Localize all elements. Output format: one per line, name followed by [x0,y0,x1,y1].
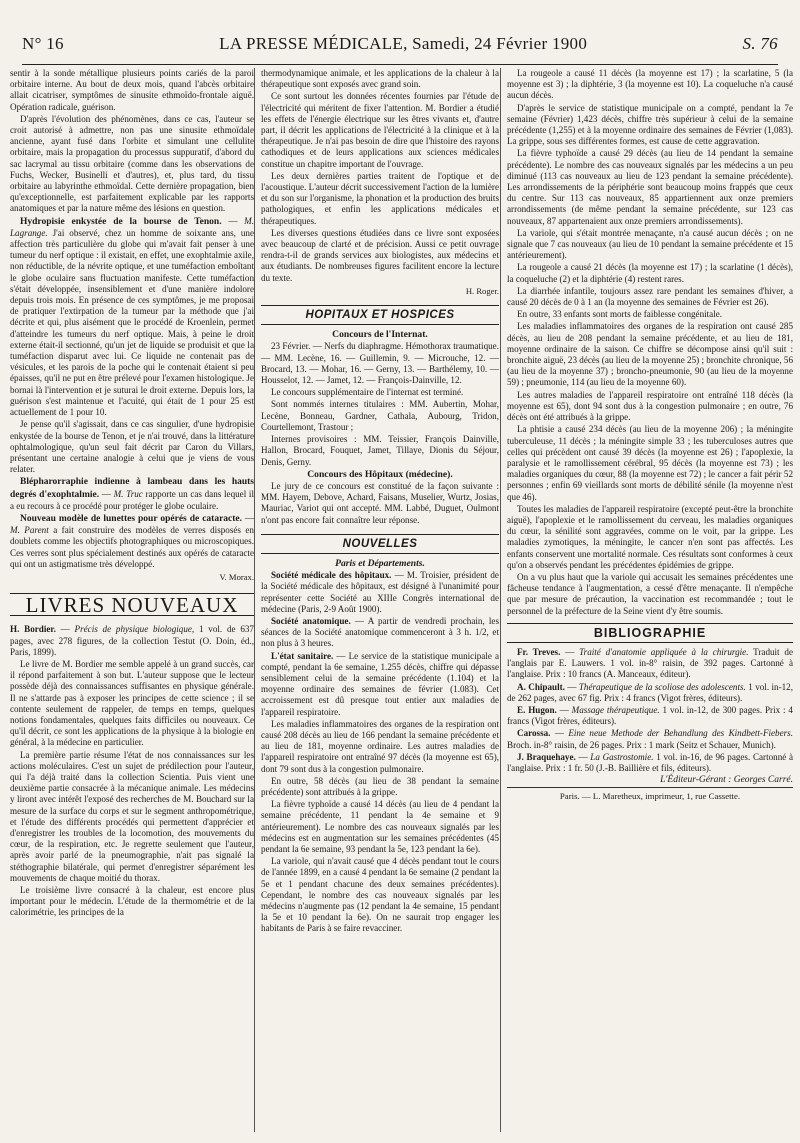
paragraph: 23 Février. — Nerfs du diaphragme. Hémothorax traumatique. — MM. Lecène, 16. — Guillemin, 9. — Microuche, 12. — Brocard, 13. — Mohar, 16. — Gerny, 13. — Barthélemy, 10. — Housselot, 12. — Jamet, 12. — François-Dainville, 12. [261,341,499,386]
paragraph: La diarrhée infantile, toujours assez rare pendant les semaines d'hiver, a causé 20 décès de 0 à 1 an (la moyenne des semaines de Février est 26). [507,285,793,308]
paragraph: En outre, 33 enfants sont morts de faiblesse congénitale. [517,309,723,320]
bib-title: Massage thérapeutique. [571,704,660,715]
paragraph: Le concours supplémentaire de l'internat est terminé. [271,387,464,398]
paragraph: Les deux dernières parties traitent de l'optique et de l'acoustique. L'auteur décrit successivement l'action de la lumière et du son sur l'organisme, la phonation et la production des bruits pathologiques, et enfin les applications médicales et thérapeutiques. [261,170,499,226]
section-heading-livres: LIVRES NOUVEAUX [10,593,254,616]
subheading-concours: Concours des Hôpitaux (médecine). [307,468,453,480]
column-1 [10,68,254,1132]
bib-entry: Carossa. — Eine neue Methode der Behandlung des Kindbett-Fiebers. Broch. in-8° raisin, de 26 pages. Prix : 1 mark (Seitz et Schauer, Munich). [507,728,793,750]
book-title: Précis de physique biologique, [74,624,195,635]
bib-details: Traduit de l'anglais par E. Lauwers. 1 vol. in-8° raisin, de 392 pages. Cartonné à l'anglaise. Prix : 10 francs (A. Manceaux, éditeur). [507,646,793,680]
news-item [261,651,499,718]
paragraph: Le jury de ce concours est constitué de la façon suivante : MM. Hayem, Debove, Achard, Faisans, Muselier, Wurtz, Josias, Mauriac, Variot qui ont accepté. MM. Labbé, Duguet, Oulmont n'ont pas encore fait connaître leur réponse. [261,480,499,525]
section-heading-hopitaux: HOPITAUX ET HOSPICES [261,305,499,325]
paragraph: La première partie résume l'état de nos connaissances sur les actions moléculaires. C'est un sujet de prédilection pour l'auteur, qui l'a déjà traité dans la collection Scientia. Puis vient une deuxième partie consacrée à la mécanique animale. Les médecins y liront avec intérêt l'exposé des recherches de M. Bouchard sur la mesure de la surface du corps et sur le segment anthropométrique, et l'étude des différents procédés qui permettent d'apprécier et d'enregistrer les troubles de la locomotion, des mouvements du cœur, de la respiration, etc. Je regrette seulement que l'auteur, après avoir parlé de la pneumographie, n'ait pas signalé la stéthographie bilatérale, qui permet d'enregistrer séparément les mouvements de chaque moitié du thorax. [10,749,254,883]
section-heading-nouvelles: NOUVELLES [261,534,499,554]
bib-details: 1 vol. in-16, de 96 pages. Cartonné à l'anglaise. Prix : 1 fr. 50 (J.-B. Baillière et fils, éditeurs). [507,751,793,773]
paragraph: On a vu plus haut que la variole qui accusait les semaines précédentes une fâcheuse tendance à l'augmentation, a cessé d'être menaçante. Il n'empêche que par mesure de précaution, la vaccination est recommandée ; tout le personnel de la préfecture de la Seine vient d'y être soumis. [507,571,793,616]
bib-author: Fr. Treves. [517,646,561,657]
bib-author: E. Hugon. [517,704,557,715]
bib-author: A. Chipault. [517,681,565,692]
signature: V. Morax. [219,571,254,582]
paragraph: La fièvre typhoïde a causé 14 décès (au lieu de 4 pendant la semaine précédente, 11 pendant la 4e semaine et 9 antérieurement). Le nombre des cas nouveaux signalés par les médecins est en augmentation sur les semaines précédentes (45 pendant la 6e semaine, 93 pendant la 5e, 123 pendant la 6e). [261,799,499,854]
subsection-author: M. Parent [10,525,49,536]
folio-left: N° 16 [22,34,64,53]
signature: H. Roger. [465,285,499,296]
paragraph: Les autres maladies de l'appareil respiratoire ont entraîné 118 décès (la moyenne est 65), dont 94 sont dus à la congestion pulmonaire ; en outre, 76 décès ont été attribués à la grippe. [507,389,793,423]
header-rule [22,64,778,65]
bib-title: Thérapeutique de la scoliose des adolescents. [578,681,746,692]
subsection-title: Nouveau modèle de lunettes pour opérés de cataracte. [20,513,243,524]
paragraph: La variole, qui n'avait causé que 4 décès pendant tout le cours de l'année 1899, en a causé 4 pendant la 6e semaine (2 pendant la 5e et 1 pendant chacune des deux semaines précédentes). Cependant, le nombre des cas nouveaux signalés par les médecins n'augmente pas (12 pendant la 4e semaine, 15 pendant la 5e et 10 pendant la 6e). On ne saurait trop engager les habitants de Paris à se faire revacciner. [261,856,499,934]
paragraph: Le troisième livre consacré à la chaleur, est encore plus important pour le médecin. L'étude de la thermométrie et de la calorimétrie, les principes de la [10,885,254,918]
folio-right: S. 76 [742,34,778,53]
paragraph: Les maladies inflammatoires des organes de la respiration ont causé 285 décès, au lieu de 208 pendant la semaine précédente, et au lieu de 181, moyenne ordinaire de la saison. Ce chiffre se décompose ainsi qu'il suit : bronchite aiguë, 23 décès (au lieu de la moyenne 25) ; bronchite chronique, 56 (au lieu de la moyenne 37) ; broncho-pneumonie, 90 (au lieu de la moyenne 59) ; pneumonie, 114 (au lieu de la moyenne 60). [507,321,793,388]
paragraph: La fièvre typhoïde a causé 29 décès (au lieu de 14 pendant la semaine précédente). Le nombre des cas nouveaux signalés par les médecins a un peu diminué (113 cas nouveaux au lieu de 123 pendant la semaine précédente). Les arrondissements de la périphérie sont beaucoup moins frappés que ceux du centre. Sur 113 cas nouveaux, 85 appartiennent aux onze premiers arrondissements (de même pendant la semaine précédente, sur 123 cas nouveaux, 87 appartenaient aux onze premiers arrondissements). [507,148,793,226]
subsection-title: Blépharorraphie indienne à lambeau dans les hauts degrés d'exophtalmie. [10,477,254,500]
subsection-author: M. Lagrange. [10,215,254,238]
page-header [22,34,778,60]
paragraph: Les diverses questions étudiées dans ce livre sont exposées avec beaucoup de clarté et de précision. Aussi ce petit ouvrage rendra-t-il de grands services aux biologistes, aux médecins et aux étudiants. De nombreuses figures facilitent encore la lecture du texte. [261,227,499,283]
bib-author: J. Braquehaye. [517,751,576,762]
paragraph: La rougeole a causé 21 décès (la moyenne est 17) ; la scarlatine (1 décès), la coqueluche (2) et la diphtérie (4) restent rares. [507,262,793,284]
news-text: — Le service de la statistique municipale a compté, pendant la 6e semaine, 1.255 décès, chiffre qui dépasse sensiblement celui de la semaine précédente (1.104) et la moyenne ordinaire des semaines de février (1.083). Cet accroissement est dû presque tout entier aux maladies de l'appareil respiratoire. [261,650,499,717]
bib-title: Eine neue Methode der Behandlung des Kindbett-Fiebers. [568,728,793,739]
paragraph: thermodynamique animale, et les applications de la chaleur à la thérapeutique sont exposés avec grand soin. [261,68,499,90]
news-text: — M. Troisier, président de la Société médicale des hôpitaux, est désigné à l'unanimité pour représenter cette Société au XIIIe Congrès international de médecine (Paris, 2-9 Août 1900). [261,570,499,614]
news-item [261,616,499,650]
bib-details: 1 vol. in-12, de 300 pages. Prix : 4 francs (Vigot frères, éditeurs). [507,704,793,727]
paragraph: En outre, 58 décès (au lieu de 38 pendant la semaine précédente) sont attribués à la grippe. [261,775,499,797]
paragraph: Je pense qu'il s'agissait, dans ce cas singulier, d'une hydropisie enkystée de la bourse de Tenon, et je n'ai trouvé, dans la littérature ophtalmologique, qu'un seul fait décrit par Caron du Villars, présentant une certaine analogie à celui que je viens de vous relater. [10,419,254,475]
news-text: — A partir de vendredi prochain, les séances de la Société anatomique commenceront à 3 h. 1/2, et non plus à 3 heures. [261,615,499,649]
subsection-title: Hydropisie enkystée de la bourse de Tenon. [20,216,222,227]
bib-entry: Fr. Treves. — Traité d'anatomie appliquée à la chirurgie. Traduit de l'anglais par E. Lauwers. 1 vol. in-8° raisin, de 392 pages. Cartonné à l'anglaise. Prix : 10 francs (A. Manceaux, éditeur). [507,646,793,680]
paragraph: sentir à la sonde métallique plusieurs points cariés de la paroi orbitaire interne. Au bout de deux mois, quand l'abcès orbitaire allait cicatriser, symptômes de sinusite ethmoïdo-frontale aiguë. Opération radicale, guérison. [10,68,254,112]
paragraph: D'après l'évolution des phénomènes, dans ce cas, l'auteur se croit autorisé à admettre, non pas une sinusite ethmoïdale ancienne, ayant fusé dans l'orbite et simulant une cellulite orbitaire, mais la propagation du processus suppuratif, d'abord du sac lacrymal au tissu orbitaire (comme dans les observations de Fuchs, Wecker, Businelli et d'autres), et, plus tard, du tissu orbitaire au labyrinthe ethmoïdal. Cette dernière propagation, bien qu'exceptionnelle, est parfaitement explicable par les rapports anatomiques et par la nature même des lésions en question. [10,113,254,214]
paragraph: Les maladies inflammatoires des organes de la respiration ont causé 208 décès au lieu de 166 pendant la semaine précédente et au lieu de 181, moyenne ordinaire. Les autres maladies de l'appareil respiratoire ont entraîné 97 décès (la moyenne est 65), dont 79 sont dus à la congestion pulmonaire. [261,718,499,774]
bib-entry: E. Hugon. — Massage thérapeutique. 1 vol. in-12, de 300 pages. Prix : 4 francs (Vigot frères, éditeurs). [507,704,793,727]
news-item [261,570,499,615]
paragraph: Toutes les maladies de l'appareil respiratoire (excepté peut-être la bronchite aiguë), l'apoplexie et le ramollissement du cerveau, les maladies organiques du cœur, la sénilité sont aggravées, comme on le voit, par la grippe. Les maladies zymotiques, la méningite, le cancer n'en sont pas affectés. Les enfants conservent une mortalité normale. Ces résultats sont conformes à ceux qu'on a observés pendant les précédentes épidémies de grippe. [507,503,793,570]
subsection-text: J'ai observé, chez un homme de soixante ans, une affection très particulière du globe qui m'avait fait penser à une tumeur du nerf optique : il existait, en effet, une exophtalmie axile, non réductible, de la névrite optique, et une tuméfaction emboîtant le globe oculaire sans fluctuation manifeste. Cette tuméfaction s'était développée, insensiblement et d'une manière indolore depuis trois mois. En présence de ces symptômes, je me proposai de pratiquer l'extirpation de la tumeur par la méthode que j'ai décrite et qui, plus aisément que le procédé de Kroenlein, permet d'atteindre les tumeurs du nerf optique. Mais, à peine le droit externe était-il sectionné, qu'un jet de liquide se produisit et que la tuméfaction disparut avec lui. Ce liquide ne contenait pas de vésicules, et les parois de la poche qui le contenait étaient si peu épaisses, qu'il ne put en être prélevé pour l'examen histologique. Je bornai là l'intervention et je suturai le droit externe. Depuis lors, la guérison s'est maintenue et l'acuité, qui était de 1 pour 25 est actuellement de 1 pour 10. [10,227,254,418]
journal-title: LA PRESSE MÉDICALE, Samedi, 24 Février 1900 [219,34,588,53]
paragraph: Sont nommés internes titulaires : MM. Aubertin, Mohar, Lecène, Bonneau, Gardner, Cathala, Aubourg, Tridon, Courtellemont, Trastour ; [261,399,499,432]
bib-details: 1 vol. in-12, de 262 pages, avec 67 fig. Prix : 4 francs (Vigot frères, éditeurs). [507,681,793,703]
paragraph: La variole, qui s'était montrée menaçante, n'a causé aucun décès ; on ne signale que 7 cas nouveaux (au lieu de 10 pendant la semaine précédente et 15 antérieurement). [507,227,793,261]
editor-line: L'Éditeur-Gérant : Georges Carré. [660,775,793,786]
bib-details: Broch. in-8° raisin, de 26 pages. Prix : 1 mark (Seitz et Schauer, Munich). [507,739,776,750]
book-details: 1 vol. de 637 pages, avec 278 figures, de la collection Testut (O. Doin, éd., Paris, 1899). [10,624,254,657]
subheading-internat: Concours de l'Internat. [332,329,428,341]
paragraph: Internes provisoires : MM. Teissier, François Dainville, Hallon, Brocard, Fouquet, Jamet, Tillaye, Dionis du Séjour, Denis, Gerny. [261,434,499,467]
subsection-author: M. Truc [113,488,143,499]
bib-entry: A. Chipault. — Thérapeutique de la scoliose des adolescents. 1 vol. in-12, de 262 pages, avec 67 fig. Prix : 4 francs (Vigot frères, éditeurs). [507,681,793,703]
subsection: Nouveau modèle de lunettes pour opérés de cataracte. — M. Parent a fait construire des modèles de verres disposés en doublets comme les objectifs photographiques ou microscopiques. Ces verres sont plus spécialement destinés aux opérés de cataracte qui ont un astigmatisme très développé. [10,512,254,569]
book-entry: H. Bordier. — Précis de physique biologique, 1 vol. de 637 pages, avec 278 figures, de la collection Testut (O. Doin, éd., Paris, 1899). [10,624,254,657]
paragraph: La phtisie a causé 234 décès (au lieu de la moyenne 206) ; la méningite tuberculeuse, 11 décès ; la méningite simple 33 ; les tuberculoses autres que celles qui précèdent ont causé 39 décès (la moyenne est 26) ; l'apoplexie, la paralysie et le ramollissement cérébral, 95 décès (la moyenne est 73) ; les maladies organiques du cœur, 88 (la moyenne est 72) ; le cancer a fait périr 52 personnes ; enfin 69 vieillards sont morts de débilité sénile (la moyenne n'est que 46). [507,424,793,502]
paragraph: Le livre de M. Bordier me semble appelé à un grand succès, car il répond parfaitement à son but. L'auteur suppose que le lecteur possède déjà des connaissances suffisantes en physique générale. Il ne s'attarde pas à exposer les principes de cette science ; il se contente seulement de rappeler, de temps en temps, quelques notions fondamentales, quelques faits difficiles ou nouveaux. Ce qu'il décrit, ce sont les applications de la physique à la biologie en général, à la médecine en particulier. [10,658,254,748]
bib-title: La Gastrostomie. [590,751,654,762]
subsection: Blépharorraphie indienne à lambeau dans les hauts degrés d'exophtalmie. — M. Truc rapporte un cas dans lequel il a eu recours à ce procédé pour protéger le globe oculaire. [10,477,254,511]
section-heading-bibliographie: BIBLIOGRAPHIE [507,623,793,643]
printer-line: Paris. — L. Maretheux, imprimeur, 1, rue Cassette. [507,787,793,802]
subsection-text: rapporte un cas dans lequel il a eu recours à ce procédé pour protéger le globe oculaire. [10,488,254,511]
subsection: Hydropisie enkystée de la bourse de Tenon. — M. Lagrange. J'ai observé, chez un homme de soixante ans, une affection très particulière du globe qui m'avait fait penser à une tumeur du nerf optique : il existait, en effet, une exophtalmie axile, non réductible, de la névrite optique, et une tuméfaction emboîtant le globe oculaire sans fluctuation manifeste. Cette tuméfaction s'était développée, insensiblement et d'une manière indolore depuis trois mois. En présence de ces symptômes, je me proposai de pratiquer l'extirpation de la tumeur par la méthode que j'ai décrite et qui, plus aisément que le procédé de Kroenlein, permet d'atteindre les tumeurs du nerf optique. Mais, à peine le droit externe était-il sectionné, qu'un jet de liquide se produisit et que la tuméfaction disparut avec lui. Ce liquide ne contenait pas de vésicules, et les parois de la poche qui le contenait étaient si peu épaisses, qu'il ne put en être prélevé pour l'examen histologique. Je bornai là l'intervention et je suturai le droit externe. Depuis lors, la guérison s'est maintenue et l'acuité, qui était de 1 pour 25 est actuellement de 1 pour 10. [10,215,254,418]
book-author: H. Bordier. [10,624,56,635]
paragraph: La rougeole a causé 11 décès (la moyenne est 17) ; la scarlatine, 5 (la moyenne est 3) ; la diphtérie, 3 (la moyenne est 10). La coqueluche n'a causé aucun décès. [507,68,793,101]
bib-entry: J. Braquehaye. — La Gastrostomie. 1 vol. in-16, de 96 pages. Cartonné à l'anglaise. Prix : 1 fr. 50 (J.-B. Baillière et fils, éditeurs). [507,751,793,773]
bib-title: Traité d'anatomie appliquée à la chirurgie. [579,646,749,657]
subheading-paris: Paris et Départements. [335,557,425,569]
column-3 [500,68,793,1132]
paragraph: Ce sont surtout les données récentes fournies par l'étude de l'électricité qui méritent de fixer l'attention. M. Bordier a étudié les effets de l'énergie électrique sur les êtres vivants et, d'autre part, il décrit les applications de l'électricité à la clinique et à la thérapeutique. Je n'ai pas besoin de dire que l'histoire des rayons cathodiques et de leurs applications aux sciences médicales constitue un chapitre important de l'ouvrage. [261,91,499,169]
bib-author: Carossa. [517,728,551,739]
news-lead: Société anatomique. [271,615,351,626]
paragraph: D'après le service de statistique municipale on a compté, pendant la 7e semaine (Février) 1,423 décès, chiffre très supérieur à celui de la semaine précédente (1,255) et à la moyenne ordinaire des semaines de Février (1,083). La grippe, sous ses différentes formes, est cause de cette aggravation. [507,102,793,147]
news-lead: L'état sanitaire. [271,650,334,661]
subsection-text: a fait construire des modèles de verres disposés en doublets comme les objectifs photographiques ou microscopiques. Ces verres sont plus spécialement destinés aux opérés de cataracte qui ont un astigmatisme très développé. [10,525,254,569]
column-2 [254,68,499,1132]
news-lead: Société médicale des hôpitaux. [271,570,392,581]
